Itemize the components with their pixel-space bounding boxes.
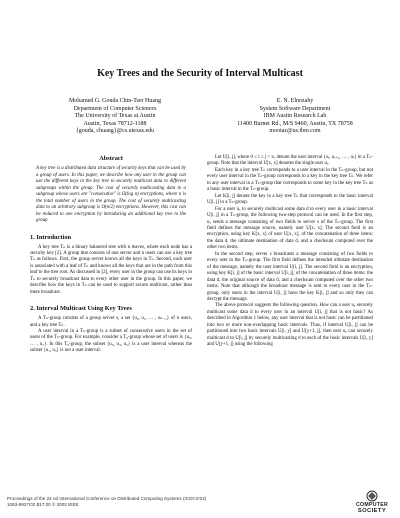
body-paragraph: For a user uₓ to securely multicast some data d to every user in a basic interval U[i, j] in a Tₙ-group, the following two-step protocol can be used. In the first step, uₓ sends a message consisting of two fields to server s of the Tₙ-group. The first field defines the message source, namely user U[x, x]. The second field is an encryption, using key K[x, x] of user U[x, x], of the concatenation of three items: the data d, the ultimate destination of data d, and a checksum computed over the other two items.	[207, 206, 373, 251]
author-address: 11400 Burnet Rd., M/S 9460, Austin, TX 78758	[237, 120, 353, 127]
body-paragraph: The above protocol suggests the following question. How can a user uₓ securely multicast some data d to every user in an interval U[i, j] that is not basic? As described in Algorithm 1 below, any user interval that is not basic can be partitioned into two or more non-overlapping basic intervals. Thus, if interval U[i, j] can be partitioned into two basic intervals U[i, y] and U[y+1, j], then user uₓ can securely multicast d to U[i, j] by securely multicasting d to each of the basic intervals U[i, y] and U[y+1, j] using the following	[207, 303, 373, 348]
footer-line: Proceedings of the 22 nd International Conference on Distributed Computing Systems (ICDCS'02)	[7, 496, 207, 501]
section-heading-interval-multicast: 2. Interval Multicast Using Key Trees	[30, 305, 132, 313]
author-email: mootaz@us.ibm.com	[269, 128, 321, 135]
abstract-heading: Abstract	[99, 155, 123, 162]
author-address: Austin, Texas 78712-1188	[83, 120, 147, 127]
logo-word-society: SOCIETY	[357, 508, 387, 514]
computer-society-emblem-icon	[365, 490, 379, 502]
abstract-text: A key tree is a distributed data structure of security keys that can be used by a group of users. In this paper, we describe how any user in the group can use the different keys in the key tree to securely multicast data to different subgroups within the group. The cost of securely multicasting data to a subgroup whose users are "consecutive" is O(log n) encryptions, where n is the total number of users in the group. The cost of securely multicasting data to an arbitrary subgroup is O(n/2) encryptions. However, this cost can be reduced to one encryption by introducing an additional key tree to the group.	[36, 166, 186, 223]
author-block-left	[30, 98, 200, 136]
author-affiliation: Department of Computer Sciences	[73, 105, 157, 112]
body-paragraph: In the second step, server s broadcasts a message consisting of two fields to every user in the Tₙ-group. The first field defines the intended ultimate destination of the message, namely the user interval U[i, j]. The second field is an encryption, using key K[i, j] of the basic interval U[i, j], of the concatenation of three items: the data d, the original source of data d, and a checksum computed over the other two items. Note that although the broadcast message is sent to every user in the Tₙ-group, only users in the interval U[i, j] have the key K[i, j] and so only they can decrypt the message.	[207, 251, 373, 302]
logo-word-computer: COMPUTER	[355, 502, 389, 508]
paper-title: Key Trees and the Security of Interval Multicast	[97, 68, 303, 79]
author-affiliation: The University of Texas at Austin	[74, 113, 156, 120]
proceedings-footer	[7, 496, 307, 508]
interval-text: A Tₙ-group consists of a group server s, a set {u₀, u₁, … , uₙ₋₁} of n users, and a key tree Tₙ.	[30, 316, 192, 328]
right-column	[207, 155, 373, 349]
introduction-text: A key tree Tₙ is a binary balanced tree with n leaves, where each node has a security key [2]. A group that consists of one server and n users can use a key tree Tₙ as follows. First, the group server knows all the keys in Tₙ. Second, each user is associated with a leaf of Tₙ and knows all the keys that are in the path from this leaf to the tree root. As discussed in [2], every user in the group can use its keys in Tₙ to securely broadcast data to every other user in the group. In this paper, we describe how the keys in Tₙ can be used to support secure multicast, rather than mere broadcast.	[30, 244, 192, 295]
computer-society-logo	[352, 490, 392, 514]
section-heading-introduction: 1. Introduction	[30, 233, 72, 241]
author-email: {gouda, chuang}@cs.utexas.edu	[75, 128, 155, 135]
author-names: E. N. Elnozahy	[276, 98, 314, 104]
author-affiliation: System Software Department	[259, 105, 331, 112]
author-affiliation: IBM Austin Research Lab	[263, 113, 327, 120]
interval-text: A user interval in a Tₙ-group is a subset of consecutive users in the set of users of the Tₙ-group. For example, consider a T₈-group whose set of users is {u₀, … , u₇}. In this T₈-group, the subset {u₃, u₄, u₅} is a user interval whereas the subset {u₁, u₃} is not a user interval.	[30, 329, 192, 354]
body-paragraph: Let U[i, j], where 0 ≤ i ≤ j < n, denote the user interval {uᵢ, uᵢ₊₁, … , uⱼ} in a Tₙ-group. Note that the interval U[x, x] denotes the single user uₓ.	[207, 155, 373, 167]
left-column	[30, 155, 192, 355]
footer-line: 1063-6927/02 $17.00 © 2002 IEEE	[7, 502, 79, 507]
body-paragraph: Each key in a key tree Tₙ corresponds to a user interval in the Tₙ-group, but not every user interval in the Tₙ-group corresponds to a key in the key tree Tₙ. We refer to any user interval in a Tₙ-group that corresponds to some key in the key tree Tₙ as a basic interval in the Tₙ-group.	[207, 167, 373, 193]
body-paragraph: Let K[i, j] denote the key in a key tree Tₙ that corresponds to the basic interval U[i, j] in a Tₙ-group.	[207, 193, 373, 206]
author-block-right	[200, 98, 390, 136]
author-names: Mohamed G. Gouda Chin-Tser Huang	[68, 98, 162, 104]
